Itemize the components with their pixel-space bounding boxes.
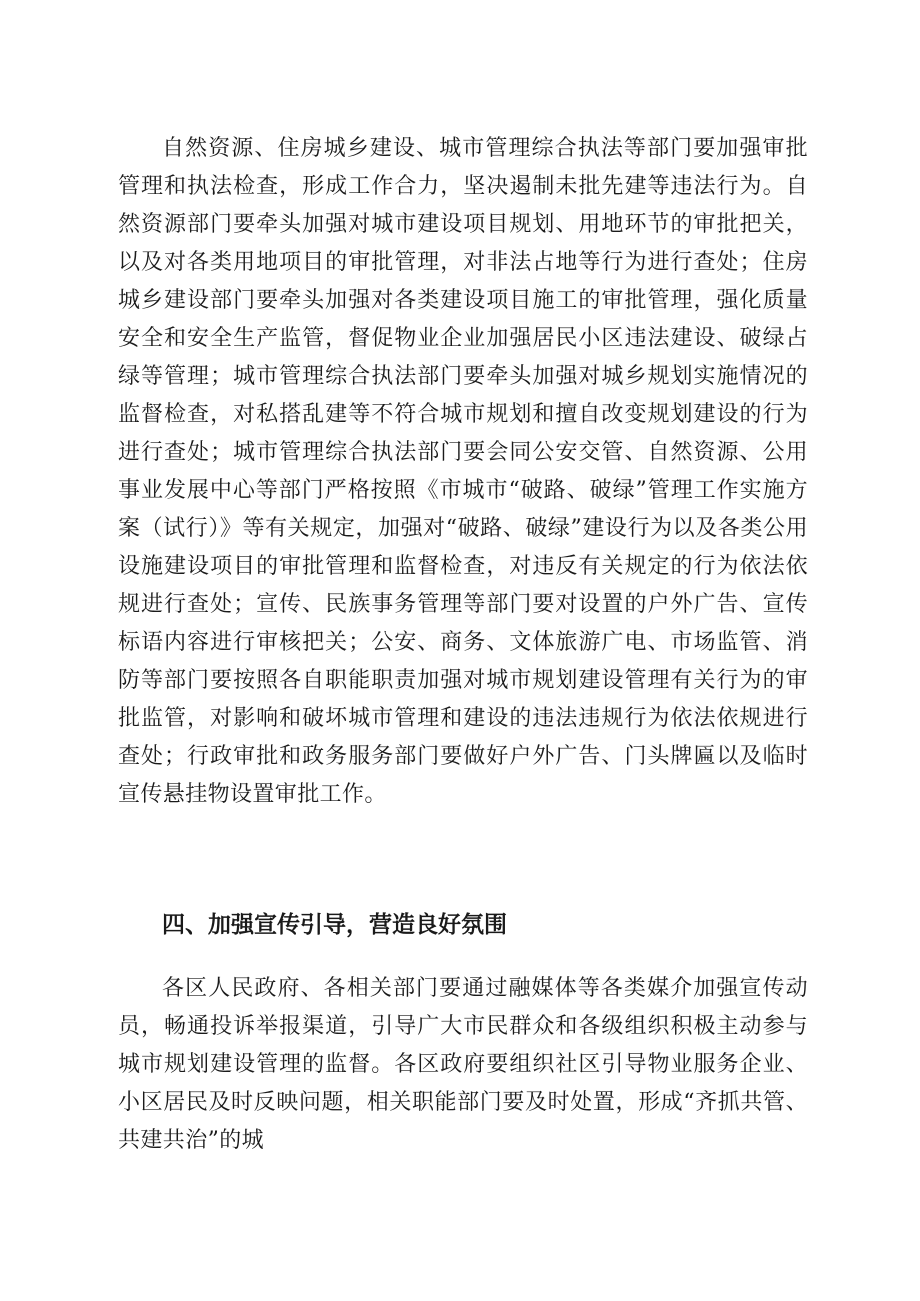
body-paragraph-publicity: 各区人民政府、各相关部门要通过融媒体等各类媒介加强宣传动员，畅通投诉举报渠道，引导广大市民群众和各级组织积极主动参与城市规划建设管理的监督。各区政府要组织社区引导物业服务企业、小区居民及时反映问题，相关职能部门要及时处置，形成“齐抓共管、共建共治”的城 — [118, 976, 808, 1153]
body-paragraph-responsibilities: 自然资源、住房城乡建设、城市管理综合执法等部门要加强审批管理和执法检查，形成工作合力，坚决遏制未批先建等违法行为。自然资源部门要牵头加强对城市建设项目规划、用地环节的审批把关，以及对各类用地项目的审批管理，对非法占地等行为进行查处；住房城乡建设部门要牵头加强对各类建设项目施工的审批管理，强化质量安全和安全生产监管，督促物业企业加强居民小区违法建设、破绿占绿等管理；城市管理综合执法部门要牵头加强对城乡规划实施情况的监督检查，对私搭乱建等不符合城市规划和擅自改变规划建设的行为进行查处；城市管理综合执法部门要会同公安交管、自然资源、公用事业发展中心等部门严格按照《市城市“破路、破绿”管理工作实施方案（试行）》等有关规定，加强对“破路、破绿”建设行为以及各类公用设施建设项目的审批管理和监督检查，对违反有关规定的行为依法依规进行查处；宣传、民族事务管理等部门要对设置的户外广告、宣传标语内容进行审核把关；公安、商务、文体旅游广电、市场监管、消防等部门要按照各自职能职责加强对城市规划建设管理有关行为的审批监管，对影响和破坏城市管理和建设的违法违规行为依法依规进行查处；行政审批和政务服务部门要做好户外广告、门头牌匾以及临时宣传悬挂物设置审批工作。 — [118, 136, 808, 807]
section-heading-4: 四、加强宣传引导，营造良好氛围 — [162, 912, 507, 938]
